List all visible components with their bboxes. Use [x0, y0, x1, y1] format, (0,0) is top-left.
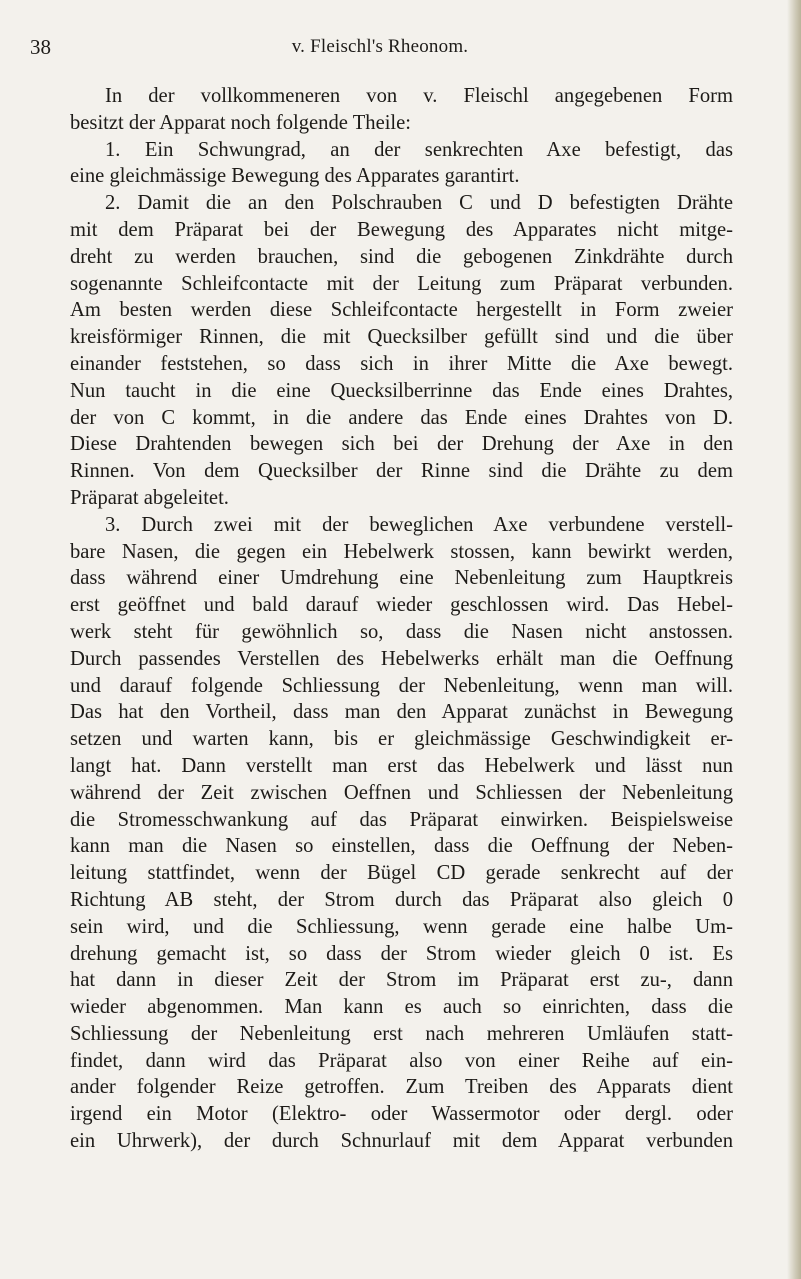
page-number: 38 — [30, 35, 51, 59]
text-line: In der vollkommeneren von v. Fleischl angegebenen Form — [105, 85, 733, 107]
text-line: erst geöffnet und bald darauf wieder geschlossen wird. Das Hebel- — [70, 594, 733, 617]
text-line: 1. Ein Schwungrad, an der senkrechten Axe befestigt, das — [105, 138, 733, 161]
text-line: Rinnen. Von dem Quecksilber der Rinne sind die Drähte zu dem — [70, 460, 733, 483]
text-line: dass während einer Umdrehung eine Nebenleitung zum Hauptkreis — [70, 567, 733, 590]
page-edge-shadow — [787, 0, 801, 1279]
text-line: Schliessung der Nebenleitung erst nach mehreren Umläufen statt- — [70, 1022, 733, 1045]
text-line: kreisförmiger Rinnen, die mit Quecksilber gefüllt sind und die über — [70, 326, 733, 349]
body-text — [70, 83, 733, 1155]
text-line: sogenannte Schleifcontacte mit der Leitung zum Präparat verbunden. — [70, 272, 733, 295]
text-line: werk steht für gewöhnlich so, dass die Nasen nicht anstossen. — [70, 620, 733, 643]
text-line: Diese Drahtenden bewegen sich bei der Drehung der Axe in den — [70, 433, 733, 456]
text-line: mit dem Präparat bei der Bewegung des Apparates nicht mitge- — [70, 218, 733, 241]
text-line: sein wird, und die Schliessung, wenn gerade eine halbe Um- — [70, 915, 733, 938]
text-line: leitung stattfindet, wenn der Bügel CD gerade senkrecht auf der — [70, 862, 733, 885]
text-line: kann man die Nasen so einstellen, dass die Oeffnung der Neben- — [70, 835, 733, 858]
text-line: dreht zu werden brauchen, sind die gebogenen Zinkdrähte durch — [70, 245, 733, 268]
text-line: hat dann in dieser Zeit der Strom im Präparat erst zu-, dann — [70, 969, 733, 992]
text-line: findet, dann wird das Präparat also von einer Reihe auf ein- — [70, 1049, 733, 1072]
text-line: 3. Durch zwei mit der beweglichen Axe verbundene verstell- — [105, 513, 733, 536]
text-line: ein Uhrwerk), der durch Schnurlauf mit dem Apparat verbunden — [70, 1130, 733, 1153]
text-line: ander folgender Reize getroffen. Zum Treiben des Apparats dient — [70, 1076, 733, 1099]
text-line: 2. Damit die an den Polschrauben C und D befestigten Drähte — [105, 192, 733, 215]
text-line: Präparat abgeleitet. — [70, 486, 229, 509]
text-line: Am besten werden diese Schleifcontacte hergestellt in Form zweier — [70, 299, 733, 322]
text-line: wieder abgenommen. Man kann es auch so einrichten, dass die — [70, 996, 733, 1019]
text-line: irgend ein Motor (Elektro- oder Wassermotor oder dergl. oder — [70, 1103, 733, 1126]
text-line: bare Nasen, die gegen ein Hebelwerk stossen, kann bewirkt werden, — [70, 540, 733, 563]
text-line: während der Zeit zwischen Oeffnen und Schliessen der Nebenleitung — [70, 781, 733, 804]
text-line: Durch passendes Verstellen des Hebelwerks erhält man die Oeffnung — [70, 647, 733, 670]
text-line: eine gleichmässige Bewegung des Apparates garantirt. — [70, 165, 520, 188]
page-header — [30, 34, 730, 60]
text-line: besitzt der Apparat noch folgende Theile: — [70, 111, 412, 134]
text-line: setzen und warten kann, bis er gleichmässige Geschwindigkeit er- — [70, 728, 733, 751]
text-line: und darauf folgende Schliessung der Nebenleitung, wenn man will. — [70, 674, 733, 697]
text-line: langt hat. Dann verstellt man erst das Hebelwerk und lässt nun — [70, 754, 733, 777]
text-line: einander feststehen, so dass sich in ihrer Mitte die Axe bewegt. — [70, 352, 733, 375]
text-line: die Stromesschwankung auf das Präparat einwirken. Beispielsweise — [70, 808, 733, 831]
text-line: drehung gemacht ist, so dass der Strom wieder gleich 0 ist. Es — [70, 942, 733, 965]
text-line: Nun taucht in die eine Quecksilberrinne das Ende eines Drahtes, — [70, 379, 733, 402]
running-title: v. Fleischl's Rheonom. — [291, 36, 469, 57]
text-line: der von C kommt, in die andere das Ende eines Drahtes von D. — [70, 406, 733, 429]
text-line: Richtung AB steht, der Strom durch das Präparat also gleich 0 — [70, 888, 733, 911]
text-line: Das hat den Vortheil, dass man den Apparat zunächst in Bewegung — [70, 701, 733, 724]
